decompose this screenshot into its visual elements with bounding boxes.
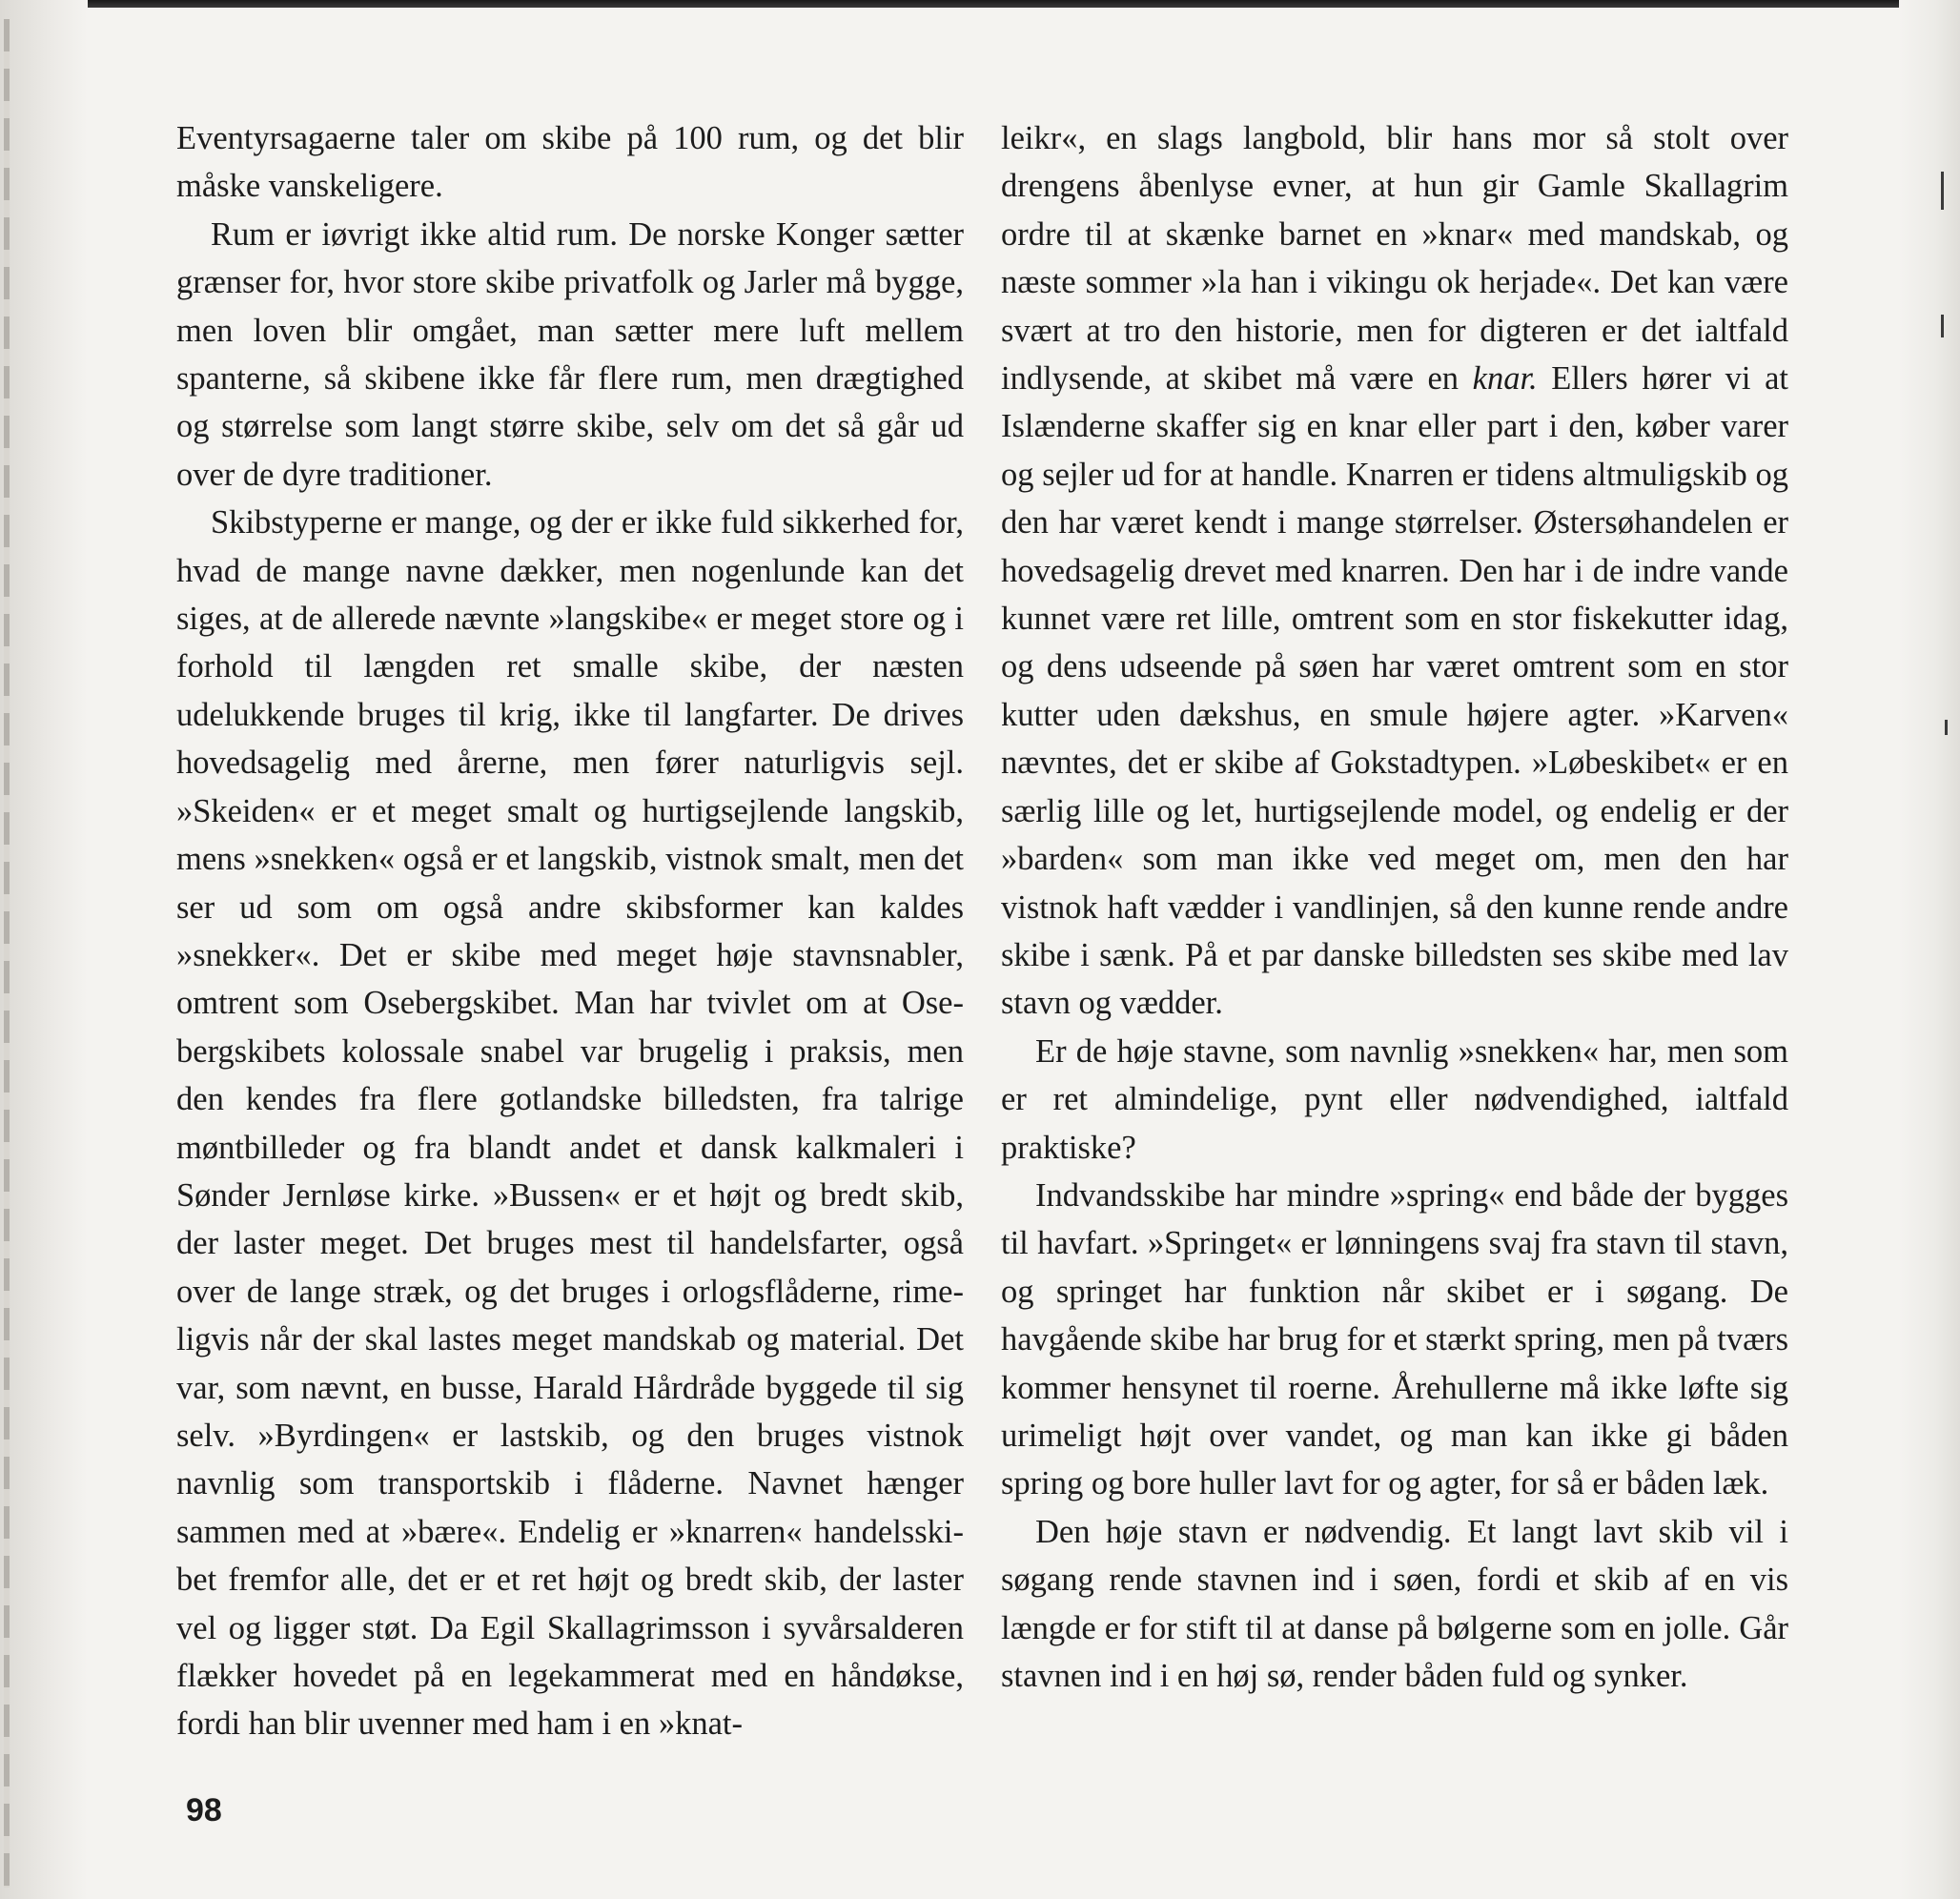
- paragraph: Den høje stavn er nødvendig. Et langt lavt skib vil i søgang rende stavnen ind i søen, fordi et skib af en vis længde er for stift til at danse på bølgerne som en jolle. Går stavnen ind i en høj sø, render båden fuld og synker.: [1001, 1513, 1788, 1694]
- paragraph-text: leikr«, en slags langbold, blir hans mor så stolt over drengens åbenlyse evner, at hun gir Gamle Skallagrim ordre til at skænke barnet en »knar« med mandskab, og næste sommer »la han i vikingu ok herjade«. Det kan være svært at tro den historie, men for digteren er det ialtfald indlysende, at skibet må være en: [1001, 120, 1788, 398]
- paragraph: Skibstyperne er mange, og der er ikke fuld sikkerhed for, hvad de mange navne dækker, men nogenlunde kan det siges, at de allerede nævnte »langskibe« er meget store og i forhold til længden ret smalle skibe, der næsten udelukkende bruges til krig, ikke til langfarter. De drives hovedsagelig med årerne, men fører naturligvis sejl. »Skeiden« er et meget smalt og hurtigsejlende langskib, mens »snekken« også er et langskib, vistnok smalt, men det ser ud som om også andre skibsformer kan kaldes »snekker«. Det er skibe med meget høje stavnsnabler, omtrent som Osebergskibet. Man har tvivlet om at Osebergskibets kolossale snabel var brugelig i praksis, men den kendes fra flere gotlandske billedsten, fra talrige møntbilleder og fra blandt andet et dansk kalkmaleri i Sønder Jernløse kirke. »Bussen« er et højt og bredt skib, der laster meget. Det bruges mest til handelsfarter, også over de lange stræk, og det bruges i orlogsflåderne, rimeligvis når der skal lastes meget mandskab og material. Det var, som nævnt, en busse, Harald Hårdråde byggede til sig selv. »Byrdingen« er lastskib, og den bruges vistnok navnlig som transportskib i flåderne. Navnet hænger sammen med at »bære«. Endelig er »knarren« handelsskibet fremfor alle, det er et ret højt og bredt skib, der laster vel og ligger støt. Da Egil Skallagrimsson i syvårsalderen flækker hovedet på en legekammerat med en håndøkse, fordi han blir uvenner med ham i en »knat-: [176, 504, 964, 1743]
- paragraph: Rum er iøvrigt ikke altid rum. De norske Konger sætter grænser for, hvor store skibe privatfolk og Jarler må bygge, men loven blir omgået, man sætter mere luft mellem spanterne, så skibene ikke får flere rum, men drægtighed og størrelse som langt større skibe, selv om det så går ud over de dyre traditioner.: [176, 215, 964, 493]
- margin-mark: [1941, 315, 1944, 337]
- margin-mark: [1941, 172, 1944, 210]
- italic-word: knar.: [1472, 360, 1538, 398]
- margin-mark: [1945, 720, 1948, 735]
- paragraph: Indvandsskibe har mindre »spring« end både der bygges til havfart. »Springet« er lønningens svaj fra stavn til stavn, og springet har funktion når skibet er i søgang. De havgående skibe har brug for et stærkt spring, men på tværs kommer hensynet til roerne. Årehullerne må ikke løfte sig urimeligt højt over vandet, og man kan ikke gi båden spring og bore huller lavt for og agter, for så er båden læk.: [1001, 1176, 1788, 1502]
- left-text-column: [176, 114, 964, 1748]
- right-text-column: [1001, 114, 1788, 1700]
- paragraph: Eventyrsagaerne taler om skibe på 100 rum, og det blir måske vanskeligere.: [176, 120, 964, 205]
- paragraph-text: Ellers hører vi at Islænderne skaffer sig en knar eller part i den, køber varer og sejler ud for at handle. Knarren er tidens altmuligskib og den har været kendt i mange størrelser. Østersøhandelen er hovedsagelig drevet med knarren. Den har i de indre vande kunnet være ret lille, omtrent som en stor fiskekutter idag, og dens udseende på søen har været omtrent som en stor kutter uden dækshus, en smule højere agter. »Karven« nævntes, det er skibe af Gokstadtypen. »Løbeskibet« er en særlig lille og let, hurtigsejlende model, og endelig er der »barden« som man ikke ved meget om, men den har vistnok haft vædder i vandlinjen, så den kunne rende andre skibe i sænk. På et par danske billedsten ses skibe med lav stavn og vædder.: [1001, 360, 1788, 1022]
- page-number: 98: [186, 1792, 222, 1828]
- paragraph: Er de høje stavne, som navnlig »snekken« har, men som er ret almindelige, pynt eller nødvendighed, ialtfald praktiske?: [1001, 1032, 1788, 1166]
- paragraph: [1001, 114, 1788, 1028]
